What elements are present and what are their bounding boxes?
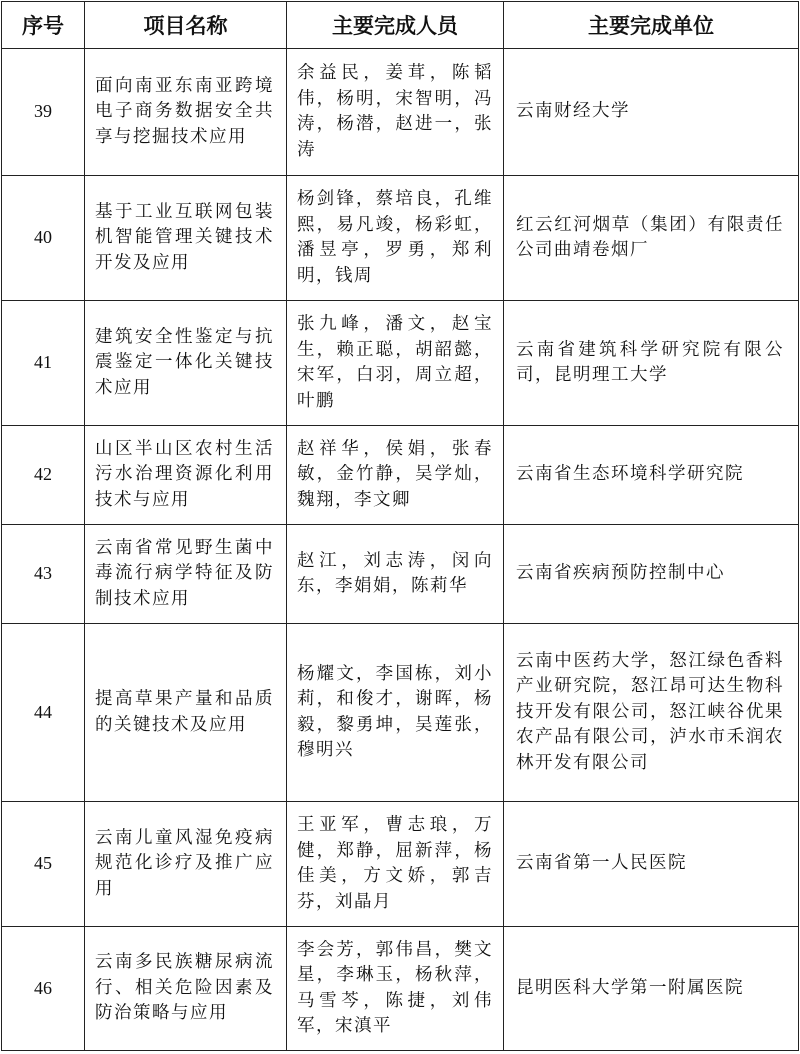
row-project: 云南儿童风湿免疫病规范化诊疗及推广应用 — [85, 802, 287, 927]
row-unit: 云南中医药大学，怒江绿色香料产业研究院，怒江昂可达生物科技开发有限公司，怒江峡谷优果农产品有限公司，泸水市禾润农林开发有限公司 — [504, 624, 799, 802]
table-row — [2, 301, 799, 426]
row-unit: 云南省疾病预防控制中心 — [504, 525, 799, 624]
table-row — [2, 525, 799, 624]
row-index: 44 — [2, 624, 85, 802]
row-project: 山区半山区农村生活污水治理资源化利用技术与应用 — [85, 426, 287, 525]
header-row — [2, 2, 799, 49]
row-people: 余益民，姜茸，陈韬伟，杨明，宋智明，冯涛，杨潜，赵进一，张涛 — [287, 49, 504, 176]
row-unit: 昆明医科大学第一附属医院 — [504, 927, 799, 1051]
row-project: 提高草果产量和品质的关键技术及应用 — [85, 624, 287, 802]
row-index: 41 — [2, 301, 85, 426]
table-row — [2, 927, 799, 1051]
row-project: 建筑安全性鉴定与抗震鉴定一体化关键技术应用 — [85, 301, 287, 426]
header-project: 项目名称 — [85, 2, 287, 49]
row-unit: 云南省生态环境科学研究院 — [504, 426, 799, 525]
row-people: 李会芳，郭伟昌，樊文星，李琳玉，杨秋萍，马雪芩，陈捷，刘伟军，宋滇平 — [287, 927, 504, 1051]
table-row — [2, 176, 799, 301]
row-unit: 红云红河烟草（集团）有限责任公司曲靖卷烟厂 — [504, 176, 799, 301]
awards-table — [1, 1, 799, 1051]
row-project: 基于工业互联网包装机智能管理关键技术开发及应用 — [85, 176, 287, 301]
row-unit: 云南省建筑科学研究院有限公司，昆明理工大学 — [504, 301, 799, 426]
row-index: 43 — [2, 525, 85, 624]
table-row — [2, 426, 799, 525]
row-people: 王亚军，曹志琅，万健，郑静，屈新萍，杨佳美，方文娇，郭吉芬，刘晶月 — [287, 802, 504, 927]
row-index: 45 — [2, 802, 85, 927]
row-people: 杨耀文，李国栋，刘小莉，和俊才，谢晖，杨毅，黎勇坤，吴莲张，穆明兴 — [287, 624, 504, 802]
row-people: 杨剑锋，蔡培良，孔维熙，易凡竣，杨彩虹，潘昱亭，罗勇，郑利明，钱周 — [287, 176, 504, 301]
table-row — [2, 624, 799, 802]
row-index: 42 — [2, 426, 85, 525]
table-row — [2, 49, 799, 176]
row-unit: 云南财经大学 — [504, 49, 799, 176]
row-unit: 云南省第一人民医院 — [504, 802, 799, 927]
row-index: 39 — [2, 49, 85, 176]
row-people: 张九峰，潘文，赵宝生，赖正聪，胡韶懿，宋军，白羽，周立超，叶鹏 — [287, 301, 504, 426]
header-unit: 主要完成单位 — [504, 2, 799, 49]
row-index: 40 — [2, 176, 85, 301]
header-people: 主要完成人员 — [287, 2, 504, 49]
table-row — [2, 802, 799, 927]
row-project: 云南省常见野生菌中毒流行病学特征及防制技术应用 — [85, 525, 287, 624]
row-project: 面向南亚东南亚跨境电子商务数据安全共享与挖掘技术应用 — [85, 49, 287, 176]
row-people: 赵江，刘志涛，闵向东，李娟娟，陈莉华 — [287, 525, 504, 624]
row-index: 46 — [2, 927, 85, 1051]
row-people: 赵祥华，侯娟，张春敏，金竹静，吴学灿，魏翔，李文卿 — [287, 426, 504, 525]
header-index: 序号 — [2, 2, 85, 49]
row-project: 云南多民族糖尿病流行、相关危险因素及防治策略与应用 — [85, 927, 287, 1051]
